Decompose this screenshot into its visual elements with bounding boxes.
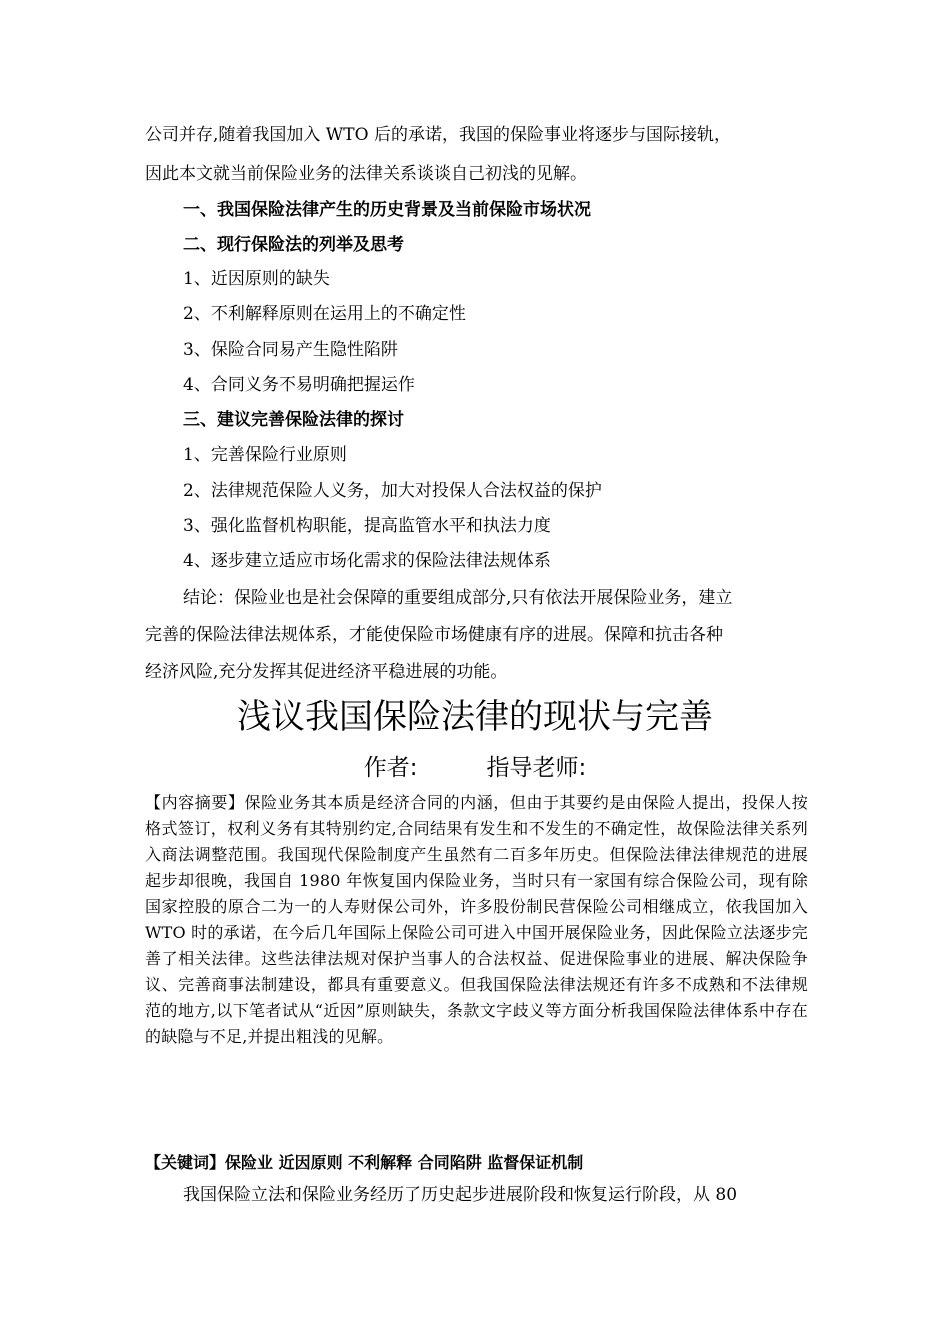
body-paragraph-start: 我国保险立法和保险业务经历了历史起步进展阶段和恢复运行阶段，从 80 (183, 1185, 738, 1205)
abstract (145, 790, 808, 1050)
outline-item: 1、近因原则的缺失 (183, 269, 330, 289)
outline-item: 2、不利解释原则在运用上的不确定性 (183, 304, 466, 324)
conclusion-line-1: 结论：保险业也是社会保障的重要组成部分,只有依法开展保险业务，建立 (183, 588, 733, 608)
author-line: 作者: 指导老师: (363, 755, 587, 781)
outline-item: 3、强化监督机构职能，提高监管水平和执法力度 (183, 516, 551, 536)
abstract-text: 保险业务其本质是经济合同的内涵，但由于其要约是由保险人提出，投保人按格式签订，权利义务有其特别约定,合同结果有发生和不发生的不确定性，故保险法律关系列入商法调整范围。我国现代保险制度产生虽然有二百多年历史。但保险法律法律规范的进展起步却很晚，我国自 1980 年恢复国内保险业务，当时只有一家国有综合保险公司，现有除国家控股的原合二为一的人寿财保公司外，许多股份制民营保险公司相继成立，依我国加入 WTO 时的承诺，在今后几年国际上保险公司可进入中国开展保险业务，因此保险立法逐步完善了相关法律。这些法律法规对保护当事人的合法权益、促进保险事业的进展、解决保险争议、完善商事法制建设，都具有重要意义。但我国保险法律法规还有许多不成熟和不法律规范的地方,以下笔者试从“近因”原则缺失，条款文字歧义等方面分析我国保险法律体系中存在的缺隐与不足,并提出粗浅的见解。 (145, 793, 808, 1046)
intro-line-1: 公司并存,随着我国加入 WTO 后的承诺，我国的保险事业将逐步与国际接轨， (145, 125, 731, 145)
article-title: 浅议我国保险法律的现状与完善 (237, 697, 713, 737)
outline-item: 1、完善保险行业原则 (183, 445, 347, 465)
outline-section-1: 一、我国保险法律产生的历史背景及当前保险市场状况 (183, 200, 591, 220)
conclusion-line-2: 完善的保险法律法规体系，才能使保险市场健康有序的进展。保障和抗击各种 (145, 625, 723, 645)
conclusion-line-3: 经济风险,充分发挥其促进经济平稳进展的功能。 (145, 662, 508, 682)
intro-line-2: 因此本文就当前保险业务的法律关系谈谈自己初浅的见解。 (145, 164, 587, 184)
outline-item: 4、逐步建立适应市场化需求的保险法律法规体系 (183, 551, 551, 571)
outline-section-2: 二、现行保险法的列举及思考 (183, 235, 404, 255)
outline-section-3: 三、建议完善保险法律的探讨 (183, 410, 404, 430)
outline-item: 2、法律规范保险人义务，加大对投保人合法权益的保护 (183, 481, 602, 501)
outline-item: 4、合同义务不易明确把握运作 (183, 375, 415, 395)
abstract-label: 【内容摘要】 (145, 793, 245, 812)
keywords: 【关键词】保险业 近因原则 不利解释 合同陷阱 监督保证机制 (145, 1153, 584, 1172)
outline-item: 3、保险合同易产生隐性陷阱 (183, 340, 398, 360)
